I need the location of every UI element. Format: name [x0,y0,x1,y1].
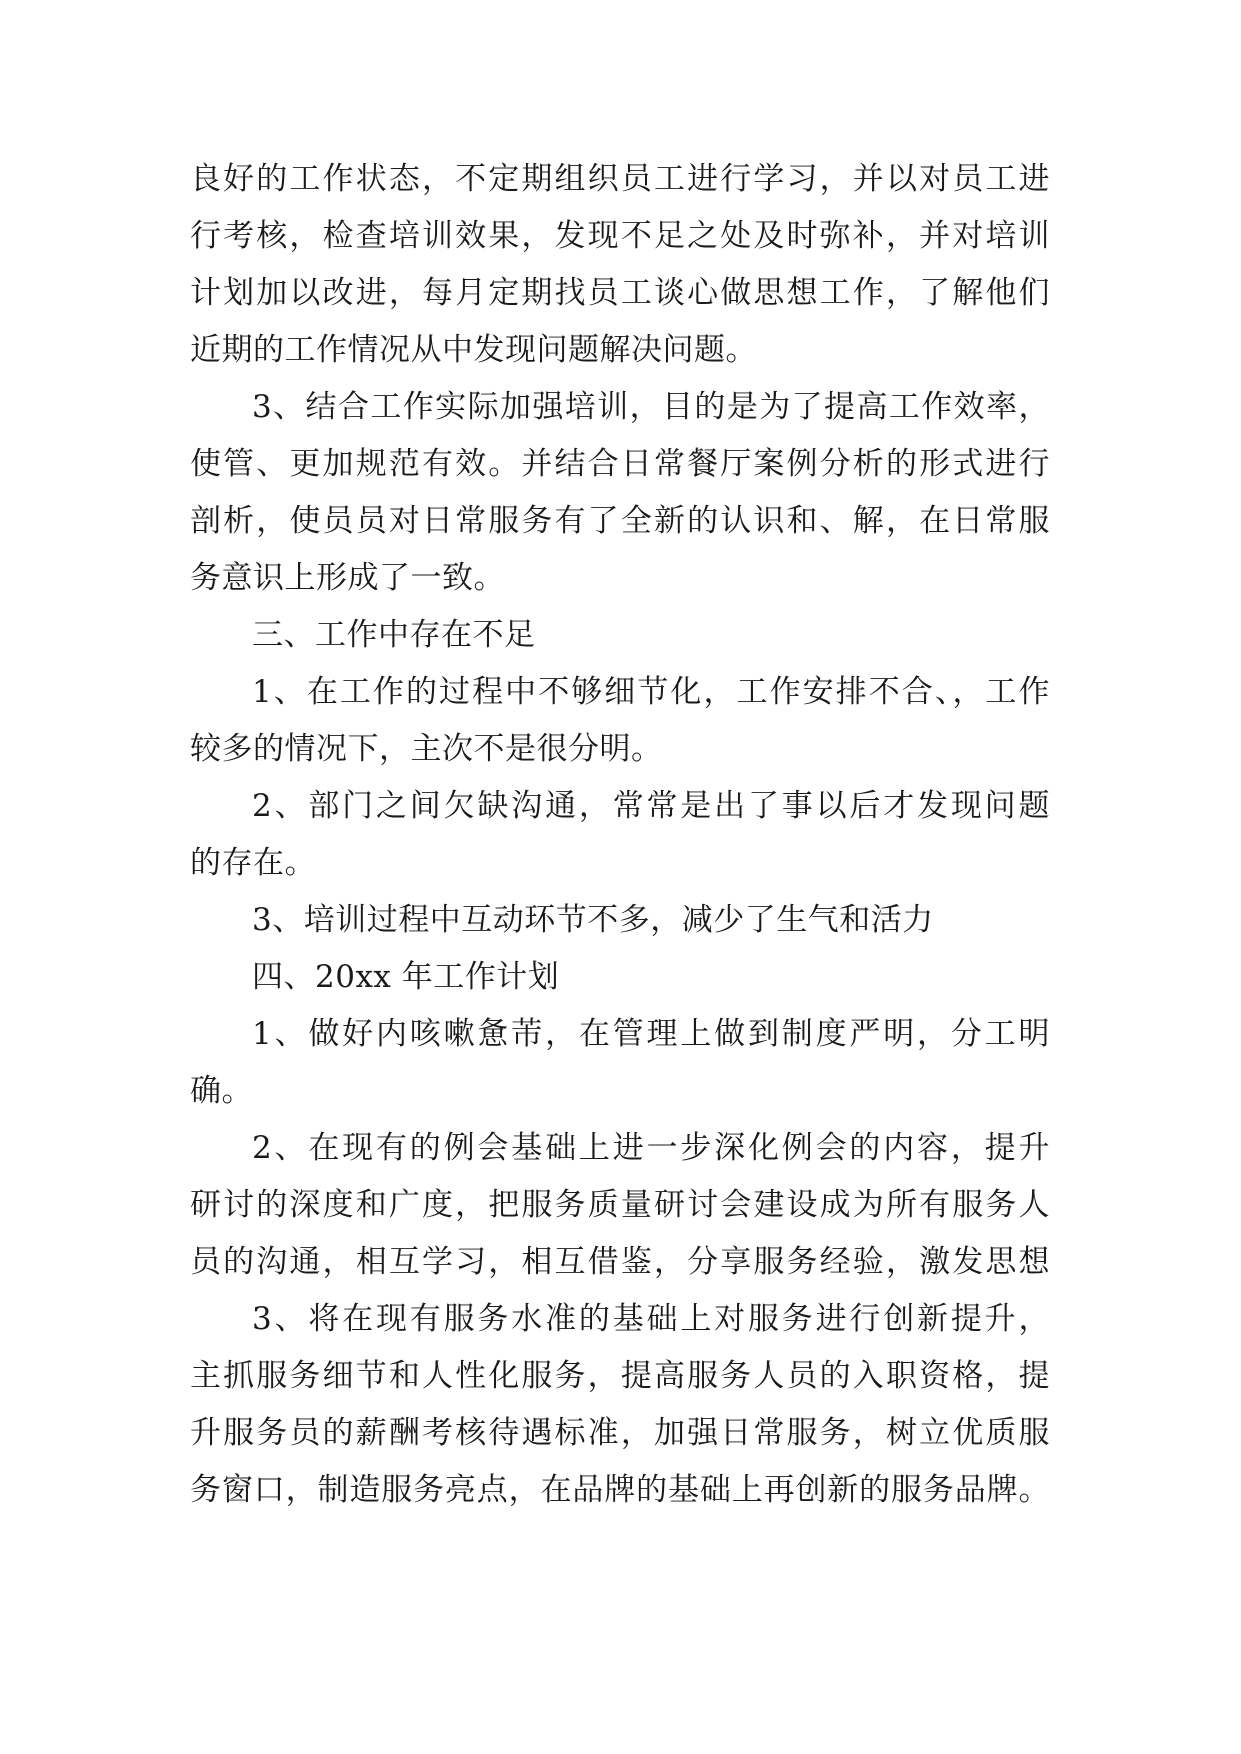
text-line: 计划加以改进，每月定期找员工谈心做思想工作，了解他们 [190,275,1050,311]
text-line: 2、部门之间欠缺沟通，常常是出了事以后才发现问题 [252,788,1050,824]
text-line: 3、结合工作实际加强培训，目的是为了提高工作效率， [252,389,1050,425]
text-line: 3、将在现有服务水准的基础上对服务进行创新提升， [252,1301,1050,1337]
text-line: 2、在现有的例会基础上进一步深化例会的内容，提升 [252,1130,1050,1166]
section-heading: 三、工作中存在不足 [252,617,536,653]
text-line: 确。 [190,1073,253,1109]
text-line: 升服务员的薪酬考核待遇标准，加强日常服务，树立优质服 [190,1415,1050,1451]
text-line: 务窗口，制造服务亮点，在品牌的基础上再创新的服务品牌。 [190,1472,1050,1508]
text-line: 务意识上形成了一致。 [190,560,505,596]
text-line: 较多的情况下，主次不是很分明。 [190,731,663,767]
text-line: 行考核，检查培训效果，发现不足之处及时弥补，并对培训 [190,218,1050,254]
text-line: 近期的工作情况从中发现问题解决问题。 [190,332,757,368]
text-line: 的存在。 [190,845,316,881]
text-line: 研讨的深度和广度，把服务质量研讨会建设成为所有服务人 [190,1187,1050,1223]
text-line: 使管、更加规范有效。并结合日常餐厅案例分析的形式进行 [190,446,1050,482]
text-line: 剖析，使员员对日常服务有了全新的认识和、解，在日常服 [190,503,1050,539]
text-line: 1、在工作的过程中不够细节化，工作安排不合、，工作 [252,674,1050,710]
text-line: 3、培训过程中互动环节不多，减少了生气和活力 [252,902,934,938]
text-line: 主抓服务细节和人性化服务，提高服务人员的入职资格，提 [190,1358,1050,1394]
text-line: 员的沟通，相互学习，相互借鉴，分享服务经验，激发思想 [190,1244,1050,1280]
text-line: 良好的工作状态，不定期组织员工进行学习，并以对员工进 [190,161,1050,197]
section-heading: 四、20xx 年工作计划 [252,959,560,995]
text-line: 1、做好内咳嗽惫芾，在管理上做到制度严明，分工明 [252,1016,1050,1052]
